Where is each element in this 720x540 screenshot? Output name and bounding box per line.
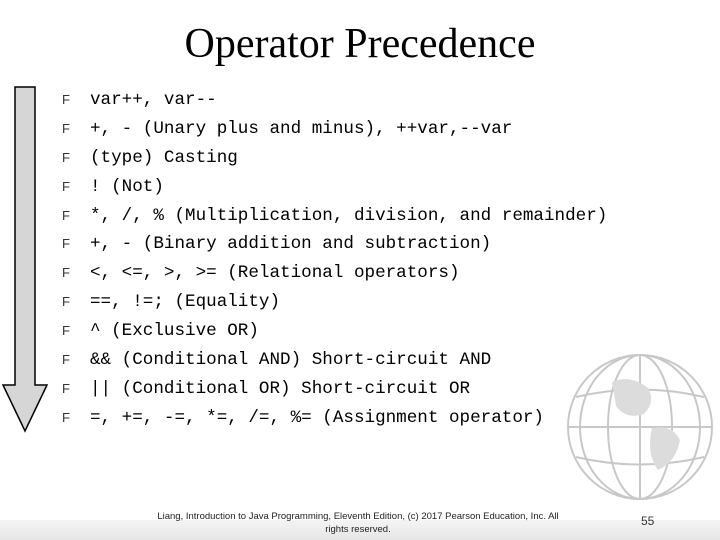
bullet-icon: F — [62, 265, 70, 281]
list-item — [62, 173, 607, 202]
list-item — [62, 346, 607, 375]
footer-citation-line1: Liang, Introduction to Java Programming, Eleventh Edition, (c) 2017 Pearson Education, Inc. All — [157, 511, 559, 522]
list-item-text: <, <=, >, >= (Relational operators) — [90, 263, 460, 284]
bullet-icon: F — [62, 207, 70, 223]
list-item — [62, 86, 607, 115]
footer-citation — [138, 510, 578, 536]
bullet-icon: F — [62, 352, 70, 368]
list-item — [62, 317, 607, 346]
list-item-text: +, - (Unary plus and minus), ++var,--var — [90, 118, 513, 139]
list-item — [62, 375, 607, 404]
bullet-icon: F — [62, 380, 70, 396]
list-item-text: ^ (Exclusive OR) — [90, 321, 259, 342]
list-item — [62, 115, 607, 144]
list-item — [62, 144, 607, 173]
bullet-icon: F — [62, 178, 70, 194]
bullet-icon: F — [62, 236, 70, 252]
page-number: 55 — [641, 514, 655, 528]
list-item-text: && (Conditional AND) Short-circuit AND — [90, 350, 492, 371]
precedence-list — [62, 86, 607, 433]
down-arrow-icon — [0, 85, 50, 435]
bullet-icon: F — [62, 294, 70, 310]
list-item-text: *, /, % (Multiplication, division, and remainder) — [90, 205, 608, 226]
page-title: Operator Precedence — [184, 21, 536, 67]
globe-icon — [560, 342, 720, 512]
list-item — [62, 404, 607, 433]
bullet-icon: F — [62, 120, 70, 136]
bullet-icon: F — [62, 92, 70, 107]
list-item-text: ! (Not) — [90, 176, 164, 197]
list-item — [62, 202, 607, 231]
list-item-text: ==, !=; (Equality) — [90, 292, 281, 313]
bullet-icon: F — [62, 409, 70, 425]
list-item — [62, 288, 607, 317]
list-item — [62, 259, 607, 288]
list-item-text: (type) Casting — [90, 147, 238, 168]
bullet-icon: F — [62, 323, 70, 339]
footer-citation-line2: rights reserved. — [325, 524, 391, 535]
list-item-text: || (Conditional OR) Short-circuit OR — [90, 378, 471, 399]
list-item-text: var++, var-- — [90, 90, 217, 110]
bullet-icon: F — [62, 149, 70, 165]
list-item-text: +, - (Binary addition and subtraction) — [90, 234, 492, 255]
list-item-text: =, +=, -=, *=, /=, %= (Assignment operator) — [90, 407, 544, 428]
list-item — [62, 230, 607, 259]
